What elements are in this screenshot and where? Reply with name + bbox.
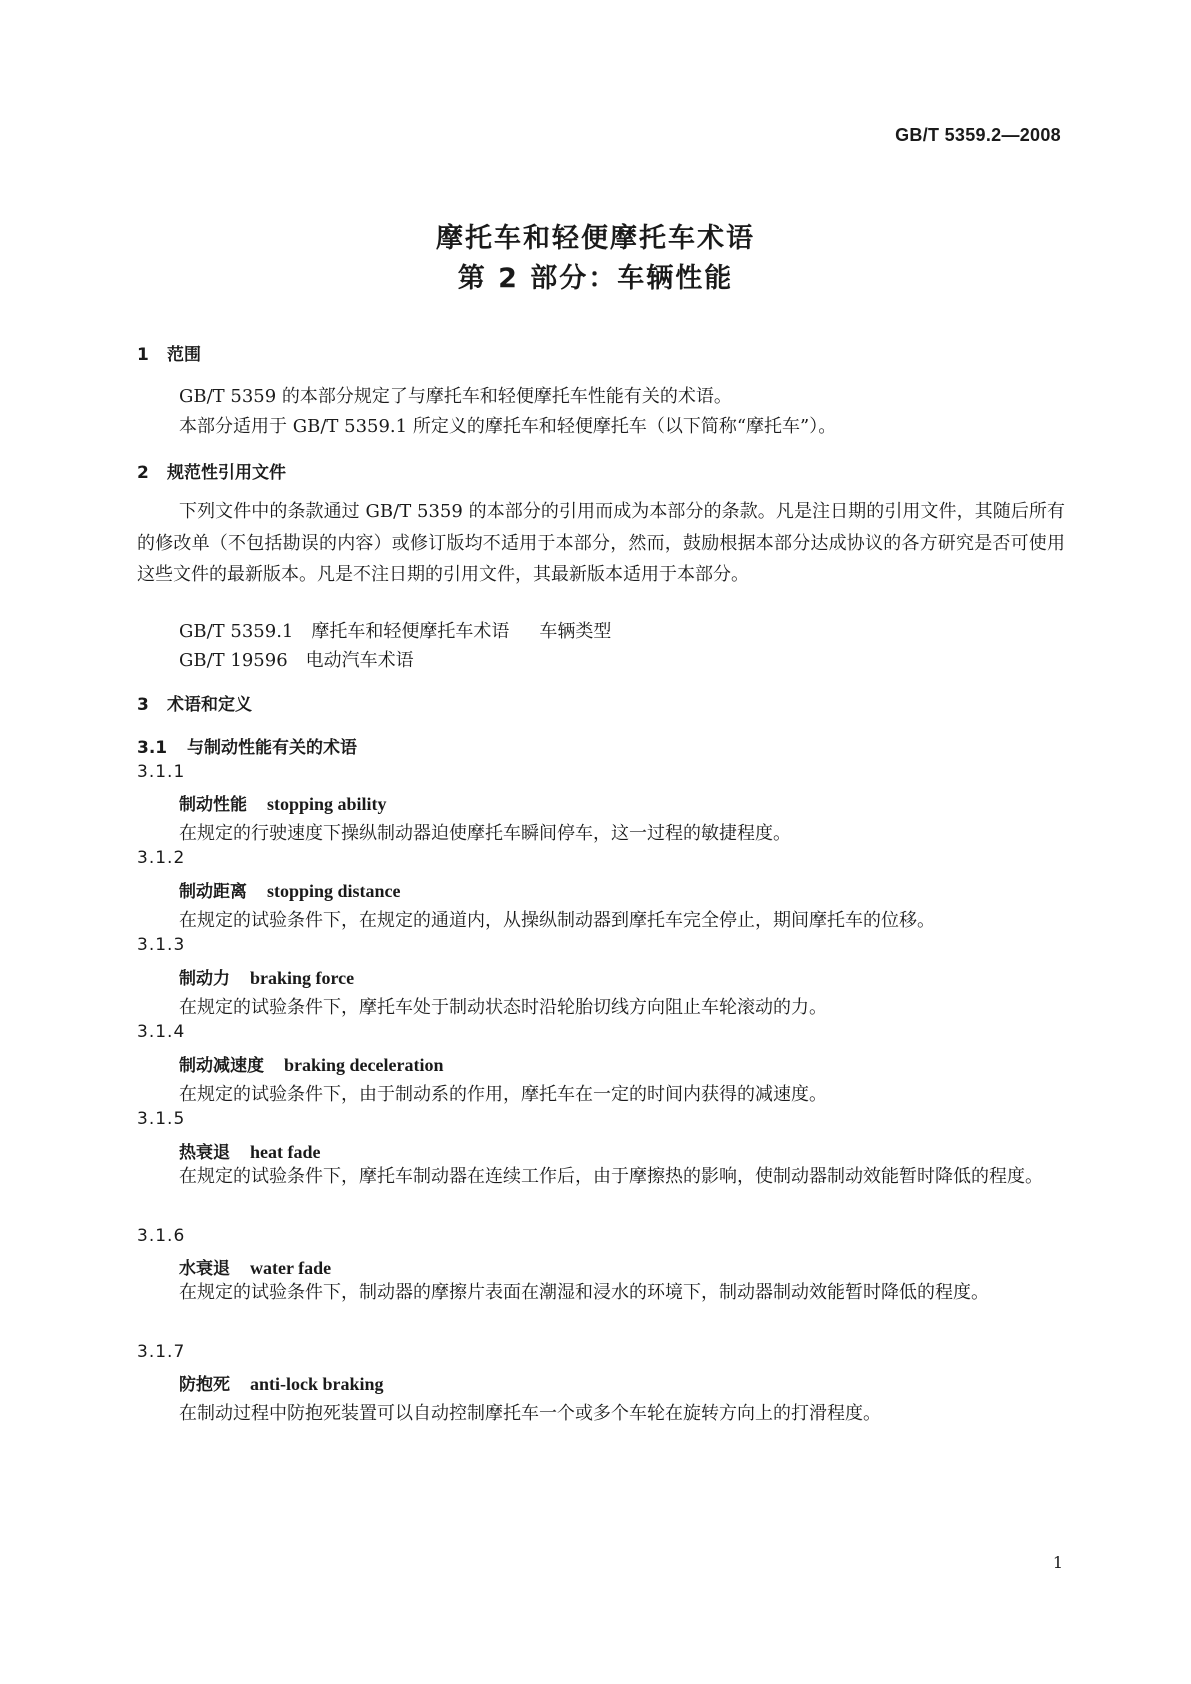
- clause-number: 3.1.3: [137, 935, 186, 955]
- term-chinese: 水衰退: [179, 1259, 230, 1279]
- term-english: stopping ability: [267, 794, 387, 814]
- reference-subtitle: 车辆类型: [539, 621, 612, 642]
- term-chinese: 防抱死: [179, 1375, 230, 1395]
- term-chinese: 制动力: [179, 969, 230, 989]
- term-chinese: 制动距离: [179, 882, 247, 902]
- section-title: 术语和定义: [167, 695, 252, 715]
- page-number: 1: [1052, 1553, 1063, 1572]
- term-entry: [179, 1370, 384, 1395]
- document-title: 摩托车和轻便摩托车术语: [436, 223, 755, 254]
- section-title: 范围: [167, 345, 201, 365]
- reference-code: GB/T 5359.1: [179, 621, 294, 642]
- term-definition: 在规定的试验条件下，摩托车处于制动状态时沿轮胎切线方向阻止车轮滚动的力。: [179, 997, 827, 1018]
- term-definition: 在规定的试验条件下，制动器的摩擦片表面在潮湿和浸水的环境下，制动器制动效能暂时降低的程度。: [179, 1282, 989, 1303]
- section-heading-3: [137, 690, 252, 715]
- section-heading-2: [137, 458, 286, 483]
- section-number: 3: [137, 695, 149, 715]
- term-english: stopping distance: [267, 881, 401, 901]
- reference-title: 摩托车和轻便摩托车术语: [311, 621, 510, 642]
- clause-number: 3.1.5: [137, 1109, 186, 1129]
- term-entry: [179, 1138, 321, 1163]
- term-english: braking force: [250, 968, 355, 988]
- standard-number: GB/T 5359.2—2008: [895, 125, 1061, 145]
- section-heading-1: [137, 340, 201, 365]
- term-entry: [179, 790, 387, 815]
- clause-number: 3.1.6: [137, 1226, 186, 1246]
- section-number: 1: [137, 345, 149, 365]
- document-subtitle: 第 2 部分：车辆性能: [457, 263, 734, 294]
- term-chinese: 热衰退: [179, 1143, 230, 1163]
- term-entry: [179, 1254, 331, 1279]
- reference-item: [179, 646, 414, 672]
- clause-number: 3.1.2: [137, 848, 186, 868]
- section-number: 2: [137, 463, 149, 483]
- term-english: anti-lock braking: [250, 1374, 384, 1394]
- clause-number: 3.1.1: [137, 762, 186, 782]
- clause-number: 3.1.7: [137, 1342, 186, 1362]
- normative-references-paragraph: 下列文件中的条款通过 GB/T 5359 的本部分的引用而成为本部分的条款。凡是注日期的引用文件，其随后所有的修改单（不包括勘误的内容）或修订版均不适用于本部分，然而，鼓励根据本部分达成协议的各方研究是否可使用这些文件的最新版本。凡是不注日期的引用文件，其最新版本适用于本部分。: [137, 501, 1065, 585]
- term-chinese: 制动性能: [179, 795, 247, 815]
- term-english: braking deceleration: [284, 1055, 444, 1075]
- term-definition: 在规定的行驶速度下操纵制动器迫使摩托车瞬间停车，这一过程的敏捷程度。: [179, 823, 791, 844]
- term-entry: [179, 1051, 444, 1076]
- term-definition: 在规定的试验条件下，由于制动系的作用，摩托车在一定的时间内获得的减速度。: [179, 1084, 827, 1105]
- reference-code: GB/T 19596: [179, 650, 288, 671]
- reference-title: 电动汽车术语: [305, 650, 414, 671]
- subsection-title: 与制动性能有关的术语: [187, 738, 357, 758]
- reference-item: [179, 617, 611, 643]
- term-chinese: 制动减速度: [179, 1056, 264, 1076]
- term-entry: [179, 877, 401, 902]
- term-english: heat fade: [250, 1142, 321, 1162]
- term-entry: [179, 964, 354, 989]
- subsection-number: 3.1: [137, 738, 168, 758]
- term-definition: 在规定的试验条件下，摩托车制动器在连续工作后，由于摩擦热的影响，使制动器制动效能暂时降低的程度。: [179, 1166, 1043, 1187]
- subsection-heading: [137, 733, 357, 758]
- paragraph: GB/T 5359 的本部分规定了与摩托车和轻便摩托车性能有关的术语。: [179, 386, 732, 407]
- clause-number: 3.1.4: [137, 1022, 186, 1042]
- paragraph: 本部分适用于 GB/T 5359.1 所定义的摩托车和轻便摩托车（以下简称“摩托车”）。: [179, 416, 837, 437]
- section-title: 规范性引用文件: [167, 463, 286, 483]
- term-english: water fade: [250, 1258, 332, 1278]
- term-definition: 在规定的试验条件下，在规定的通道内，从操纵制动器到摩托车完全停止，期间摩托车的位移。: [179, 910, 935, 931]
- term-definition: 在制动过程中防抱死装置可以自动控制摩托车一个或多个车轮在旋转方向上的打滑程度。: [179, 1403, 881, 1424]
